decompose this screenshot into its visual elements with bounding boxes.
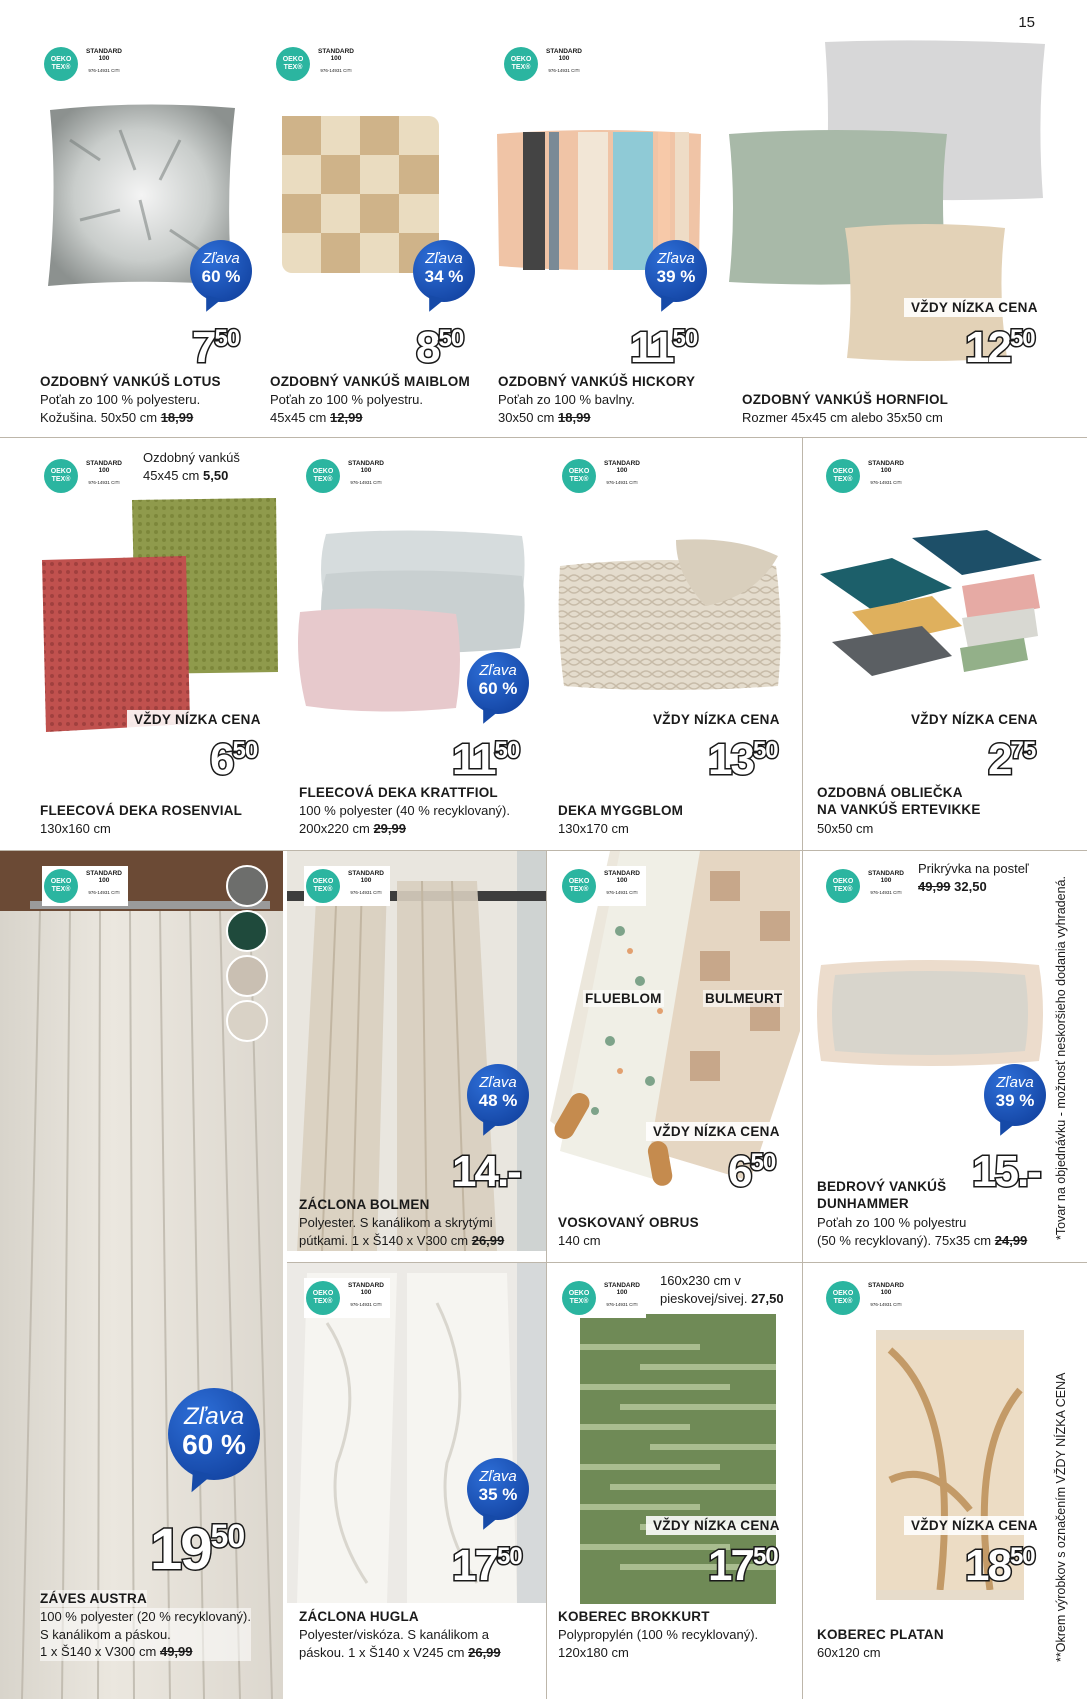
oeko-tex-logo: OEKO TEX® STANDARD 100 976-14931 CITI <box>42 44 128 84</box>
always-low-price-label: VŽDY NÍZKA CENA <box>904 1516 1045 1535</box>
product-name: KOBEREC PLATAN <box>817 1627 944 1642</box>
price: 750 <box>192 323 240 372</box>
price: 650 <box>210 735 258 784</box>
product-desc: Polypropylén (100 % recyklovaný). 120x180 cm <box>558 1627 759 1660</box>
price: 275 <box>988 735 1036 784</box>
oeko-tex-logo: OEKO TEX® STANDARD 100 976-14931 CITI <box>560 1278 646 1318</box>
product-desc: 130x160 cm <box>40 821 111 836</box>
product-name: BEDROVÝ VANKÚŠ DUNHAMMER <box>817 1179 947 1211</box>
product-desc: Poťah zo 100 % polyestru (50 % recyklovaný). 75x35 cm 24,99 <box>817 1215 1028 1248</box>
price: 1150 <box>630 323 698 372</box>
product-desc: Rozmer 45x45 cm alebo 35x50 cm <box>742 410 943 425</box>
page-number: 15 <box>1018 14 1035 31</box>
product-name: OZDOBNÝ VANKÚŠ HORNFIOL <box>742 392 949 407</box>
oeko-tex-logo: OEKO TEX® STANDARD 100 976-14931 CITI <box>42 866 128 906</box>
side-note-order: *Tovar na objednávku - možnosť neskoršieho dodania vyhradená. <box>1054 876 1068 1240</box>
variant-label: BULMEURT <box>705 991 783 1006</box>
product-desc: 130x170 cm <box>558 821 629 836</box>
product-name: FLEECOVÁ DEKA KRATTFIOL <box>299 785 498 800</box>
discount-bubble: Zľava 60 % <box>190 240 252 302</box>
product-desc: Polyester. S kanálikom a skrytými pútkami. 1 x Š140 x V300 cm 26,99 <box>299 1215 505 1248</box>
price: 850 <box>416 323 464 372</box>
price: 1350 <box>708 735 778 784</box>
product-name: VOSKOVANÝ OBRUS <box>558 1215 699 1230</box>
product-name: OZDOBNÝ VANKÚŠ LOTUS <box>40 374 221 389</box>
oeko-tex-logo: OEKO TEX® STANDARD 100 976-14931 CITI <box>304 1278 390 1318</box>
product-name: OZDOBNÝ VANKÚŠ MAIBLOM <box>270 374 470 389</box>
product-name: KOBEREC BROKKURT <box>558 1609 710 1624</box>
oeko-tex-logo: OEKO TEX® STANDARD 100 976-14931 CITI <box>304 456 390 496</box>
product-desc: 60x120 cm <box>817 1645 881 1660</box>
side-note-always-low: **Okrem výrobkov s označením VŽDY NÍZKA CENA <box>1054 1372 1068 1662</box>
product-name: ZÁCLONA HUGLA <box>299 1609 419 1624</box>
product-desc: Poťah zo 100 % polyesteru. Kožušina. 50x50 cm 18,99 <box>40 392 201 425</box>
product-name: DEKA MYGGBLOM <box>558 803 684 818</box>
oeko-tex-logo: OEKO TEX® STANDARD 100 976-14931 CITI <box>304 866 390 906</box>
oeko-tex-logo: OEKO TEX® STANDARD 100 976-14931 CITI <box>560 456 646 496</box>
always-low-price-label: VŽDY NÍZKA CENA <box>904 710 1045 729</box>
oeko-tex-logo: OEKO TEX® STANDARD 100 976-14931 CITI <box>502 44 588 84</box>
always-low-price-label: VŽDY NÍZKA CENA <box>646 1122 787 1141</box>
product-name: FLEECOVÁ DEKA ROSENVIAL <box>40 803 243 818</box>
product-desc: Polyester/viskóza. S kanálikom a páskou. 1 x Š140 x V245 cm 26,99 <box>299 1627 501 1660</box>
discount-bubble: Zľava 48 % <box>467 1064 529 1126</box>
ertevikke-cushions-image <box>812 530 1047 685</box>
oeko-tex-logo: OEKO TEX® STANDARD 100 976-14931 CITI <box>274 44 360 84</box>
price: 15.- <box>972 1147 1040 1196</box>
product-name: ZÁVES AUSTRA <box>40 1591 147 1606</box>
discount-bubble: Zľava 34 % <box>413 240 475 302</box>
discount-bubble: Zľava 39 % <box>984 1064 1046 1126</box>
product-desc: 140 cm <box>558 1233 601 1248</box>
oeko-tex-logo: OEKO TEX® STANDARD 100 976-14931 CITI <box>824 1278 910 1318</box>
price: 1750 <box>452 1541 522 1590</box>
extra-offer: Prikrývka na posteľ 49,99 32,50 <box>918 861 1029 894</box>
product-desc: Poťah zo 100 % bavlny. 30x50 cm 18,99 <box>498 392 635 425</box>
product-name: ZÁCLONA BOLMEN <box>299 1197 430 1212</box>
divider <box>802 438 803 1699</box>
price: 1250 <box>965 323 1035 372</box>
product-desc: 100 % polyester (20 % recyklovaný). S kanálikom a páskou. 1 x Š140 x V300 cm 49,99 <box>40 1609 251 1659</box>
always-low-price-label: VŽDY NÍZKA CENA <box>904 298 1045 317</box>
price: 650 <box>728 1147 776 1196</box>
price: 1150 <box>452 735 520 784</box>
discount-bubble: Zľava 39 % <box>645 240 707 302</box>
rosenvial-blanket-image <box>40 496 280 734</box>
oeko-tex-logo: OEKO TEX® STANDARD 100 976-14931 CITI <box>824 456 910 496</box>
oeko-tex-logo: OEKO TEX® STANDARD 100 976-14931 CITI <box>824 866 910 906</box>
oeko-tex-logo: OEKO TEX® STANDARD 100 976-14931 CITI <box>42 456 128 496</box>
price: 1950 <box>150 1517 245 1582</box>
variant-label: FLUEBLOM <box>585 991 662 1006</box>
oeko-tex-logo: OEKO TEX® STANDARD 100 976-14931 CITI <box>560 866 646 906</box>
discount-bubble: Zľava 60 % <box>467 652 529 714</box>
always-low-price-label: VŽDY NÍZKA CENA <box>646 710 787 729</box>
discount-bubble: Zľava 60 % <box>168 1388 260 1480</box>
myggblom-blanket-image <box>556 536 788 694</box>
price: 1850 <box>965 1541 1035 1590</box>
always-low-price-label: VŽDY NÍZKA CENA <box>646 1516 787 1535</box>
product-desc: 50x50 cm <box>817 821 874 836</box>
extra-offer: Ozdobný vankúš 45x45 cm 5,50 <box>143 450 240 483</box>
product-name: OZDOBNÁ OBLIEČKA NA VANKÚŠ ERTEVIKKE <box>817 785 981 817</box>
always-low-price-label: VŽDY NÍZKA CENA <box>127 710 268 729</box>
extra-offer: 160x230 cm v pieskovej/sivej. 27,50 <box>660 1273 784 1306</box>
discount-bubble: Zľava 35 % <box>467 1458 529 1520</box>
price: 1750 <box>708 1541 778 1590</box>
product-desc: Poťah zo 100 % polyestru. 45x45 cm 12,99 <box>270 392 424 425</box>
product-desc: 100 % polyester (40 % recyklovaný). 200x220 cm 29,99 <box>299 803 510 836</box>
product-name: OZDOBNÝ VANKÚŠ HICKORY <box>498 374 696 389</box>
divider <box>0 437 1087 438</box>
price: 14.- <box>452 1147 520 1196</box>
divider <box>546 851 547 1699</box>
dunhammer-pillow-image <box>815 955 1045 1070</box>
